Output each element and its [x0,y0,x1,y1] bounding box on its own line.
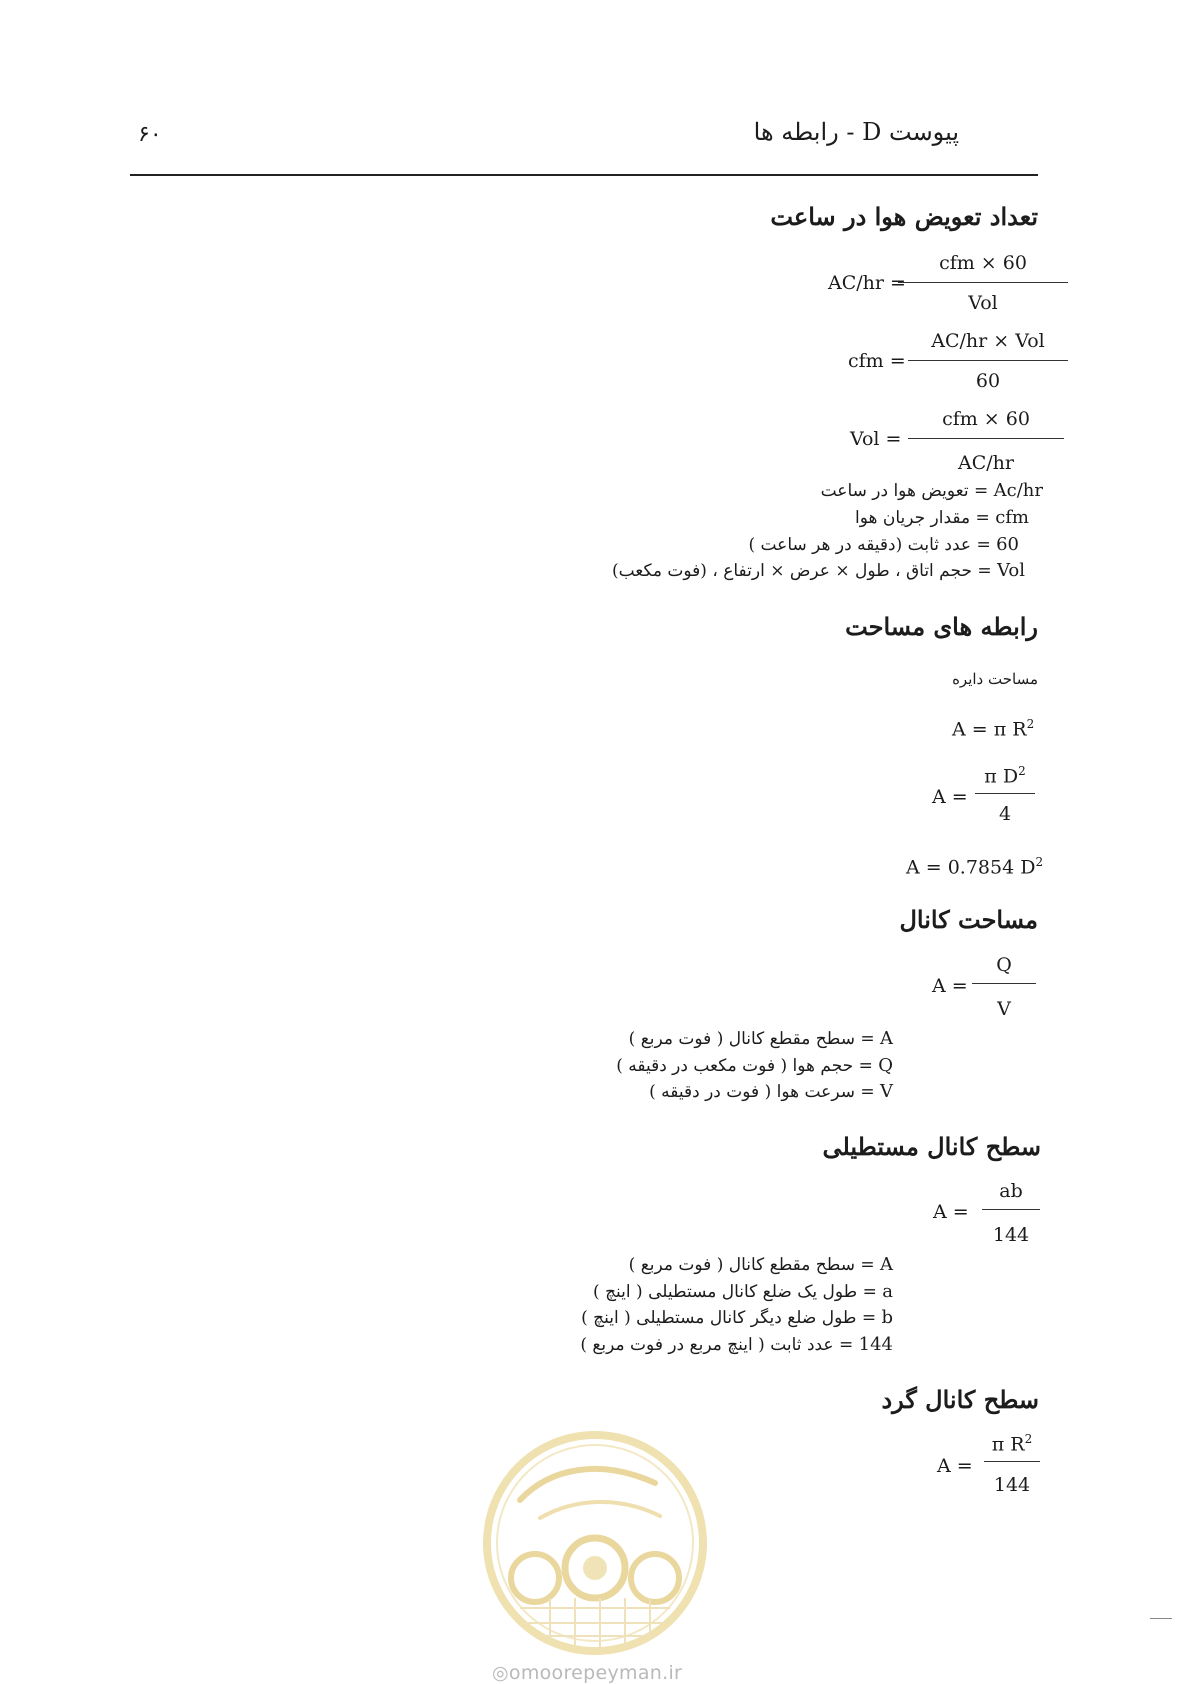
formula-denominator: 144 [992,1224,1030,1246]
formula-numerator [975,764,1035,787]
page-number: ۶۰ [138,122,162,147]
definition-symbol: a [882,1281,893,1302]
formula-numerator: AC/hr × Vol [931,330,1045,352]
formula-numerator: Q [996,954,1012,976]
definition-text: = حجم هوا ( فوت مکعب در دقیقه ) [616,1056,879,1076]
definition-text: = طول ضلع دیگر کانال مستطیلی ( اینچ ) [581,1308,882,1328]
definition-cfm [855,507,1029,528]
definition-text: = عدد ثابت (دقیقه در هر ساعت ) [748,535,997,555]
definition-text: = عدد ثابت ( اینچ مربع در فوت مربع ) [580,1335,859,1355]
definition-text: = مقدار جریان هوا [855,508,996,528]
definition-60 [748,534,1019,555]
formula-numerator [984,1432,1040,1455]
exponent: 2 [1024,1432,1033,1446]
definition-a [629,1028,893,1049]
definition-symbol: A [880,1254,893,1275]
formula-lhs: A = [932,975,968,997]
definition-vol [612,560,1025,581]
definition-symbol: cfm [995,507,1029,528]
definition-side-a [593,1281,893,1302]
heading-rectangular-duct: سطح کانال مستطیلی [822,1132,1041,1161]
fraction-bar [982,1209,1040,1210]
page-edge-mark [1150,1618,1172,1619]
heading-area-formulas: رابطه های مساحت [845,612,1038,641]
formula-circle-radius [952,717,1034,740]
formula-denominator: 4 [998,803,1012,825]
definition-symbol: V [880,1081,893,1102]
definition-a [629,1254,893,1275]
definition-side-b [581,1307,893,1328]
heading-air-changes: تعداد تعویض هوا در ساعت [770,202,1038,231]
definition-symbol: b [881,1307,893,1328]
definition-text: = تعویض هوا در ساعت [820,481,994,501]
numerator-text: π D [984,765,1019,788]
heading-round-duct: سطح کانال گرد [881,1385,1039,1414]
definition-text: = سطح مقطع کانال ( فوت مربع ) [628,1255,880,1275]
formula-text: A = π R [952,718,1027,741]
definition-text: = حجم اتاق ، طول × عرض × ارتفاع ، (فوت مکعب) [611,561,998,581]
exponent: 2 [1018,764,1026,778]
heading-duct-area: مساحت کانال [899,905,1038,934]
header-divider [130,174,1038,176]
formula-numerator: cfm × 60 [942,408,1030,430]
fraction-bar [984,1461,1040,1462]
formula-denominator: Vol [968,292,998,314]
page-header-title: پیوست D - رابطه ها [753,118,959,146]
watermark-site-text: ◎omoorepeyman.ir [492,1662,683,1684]
numerator-text: π R [991,1433,1025,1456]
formula-numerator: ab [999,1180,1023,1202]
formula-text: A = 0.7854 D [906,856,1036,879]
watermark-logo-icon [480,1428,710,1658]
definition-symbol: Q [878,1055,893,1076]
definition-q [616,1055,893,1076]
formula-denominator: V [997,998,1011,1020]
formula-numerator: cfm × 60 [939,252,1027,274]
formula-lhs: A = [937,1455,973,1477]
exponent: 2 [1026,717,1035,731]
formula-lhs: A = [932,786,968,808]
definition-ac-hr [821,480,1043,501]
formula-lhs: AC/hr = [828,272,906,294]
circle-area-label: مساحت دایره [952,670,1038,688]
formula-lhs: A = [933,1201,969,1223]
fraction-bar [898,282,1068,283]
exponent: 2 [1035,855,1044,869]
definition-text: = طول یک ضلع کانال مستطیلی ( اینچ ) [593,1282,883,1302]
formula-denominator: 144 [993,1474,1031,1496]
formula-circle-constant [906,855,1043,878]
fraction-bar [972,983,1036,984]
formula-denominator: 60 [975,370,1001,392]
definition-symbol: Ac/hr [993,480,1043,501]
definition-text: = سطح مقطع کانال ( فوت مربع ) [628,1029,880,1049]
fraction-bar [975,793,1035,794]
definition-symbol: 60 [996,534,1019,555]
definition-symbol: Vol [997,560,1025,581]
watermark-site-name: omoorepeyman.ir [508,1662,683,1684]
definition-symbol: 144 [858,1334,893,1355]
definition-144 [580,1334,893,1355]
formula-lhs: cfm = [848,350,906,372]
definition-symbol: A [880,1028,893,1049]
fraction-bar [908,360,1068,361]
formula-lhs: Vol = [850,428,902,450]
formula-denominator: AC/hr [958,452,1014,474]
fraction-bar [908,438,1064,439]
definition-v [649,1081,893,1102]
definition-text: = سرعت هوا ( فوت در دقیقه ) [649,1082,880,1102]
